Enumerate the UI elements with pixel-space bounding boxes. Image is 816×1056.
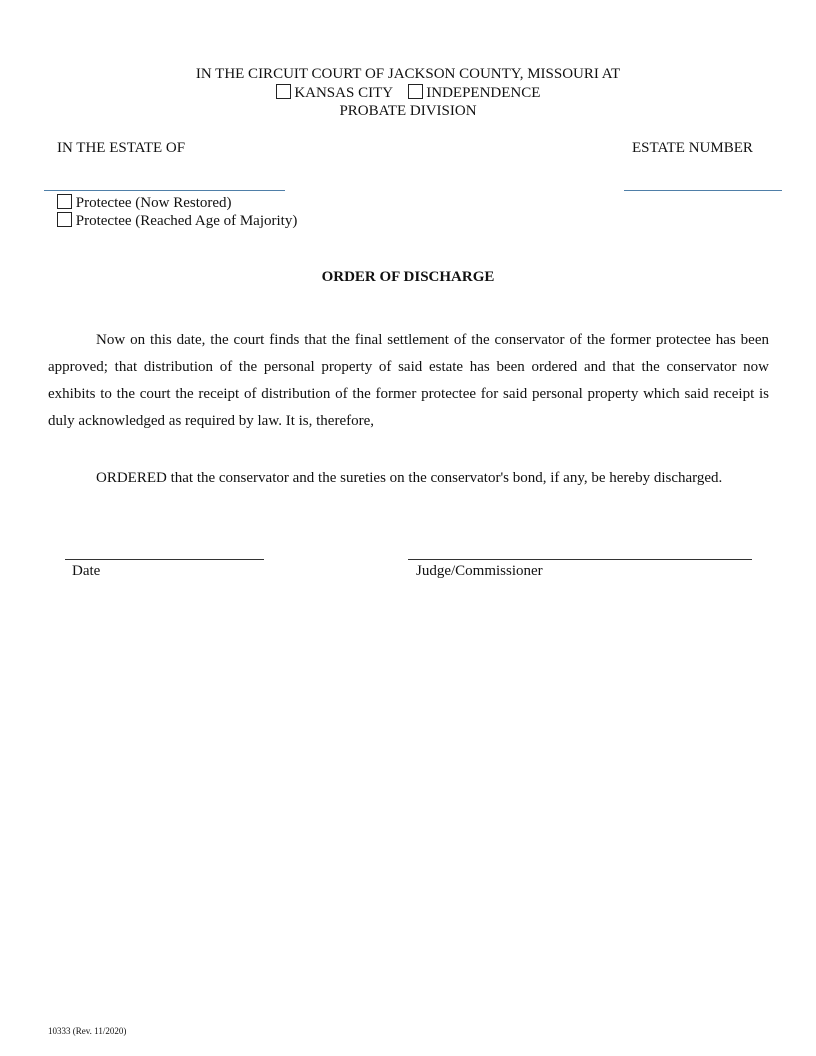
judge-label: Judge/Commissioner [416, 563, 543, 579]
estate-number-label: ESTATE NUMBER [632, 140, 753, 156]
kansas-city-label: KANSAS CITY [294, 85, 393, 101]
protectee-option-restored [57, 194, 232, 212]
form-number: 10333 (Rev. 11/2020) [48, 1026, 127, 1036]
protectee-majority-checkbox[interactable] [57, 212, 72, 227]
judge-signature-line[interactable] [408, 559, 752, 560]
independence-label: INDEPENDENCE [426, 85, 541, 101]
findings-paragraph [48, 327, 769, 435]
document-title: ORDER OF DISCHARGE [321, 269, 495, 285]
division-heading: PROBATE DIVISION [339, 103, 477, 119]
kansas-city-checkbox[interactable] [276, 84, 291, 99]
protectee-majority-label: Protectee (Reached Age of Majority) [75, 213, 298, 229]
protectee-restored-checkbox[interactable] [57, 194, 72, 209]
estate-of-label: IN THE ESTATE OF [57, 140, 186, 156]
date-label: Date [72, 563, 101, 579]
findings-text: Now on this date, the court finds that the final settlement of the conservator of the former protectee has been approved; that distribution of the personal property of said estate has been ordered and that the conservator now exhibits to the court the receipt of distribution of the former protectee for said personal property which said receipt is duly acknowledged as required by law. It is, therefore, [48, 332, 769, 429]
independence-checkbox[interactable] [408, 84, 423, 99]
protectee-restored-label: Protectee (Now Restored) [75, 195, 232, 211]
estate-name-field[interactable] [44, 190, 285, 191]
estate-number-field[interactable] [624, 190, 782, 191]
court-heading: IN THE CIRCUIT COURT OF JACKSON COUNTY, MISSOURI AT [195, 66, 621, 82]
location-selector [0, 84, 816, 102]
date-signature-line[interactable] [65, 559, 264, 560]
protectee-option-majority [57, 212, 297, 230]
order-paragraph: ORDERED that the conservator and the sureties on the conservator's bond, if any, be hereby discharged. [96, 470, 723, 486]
